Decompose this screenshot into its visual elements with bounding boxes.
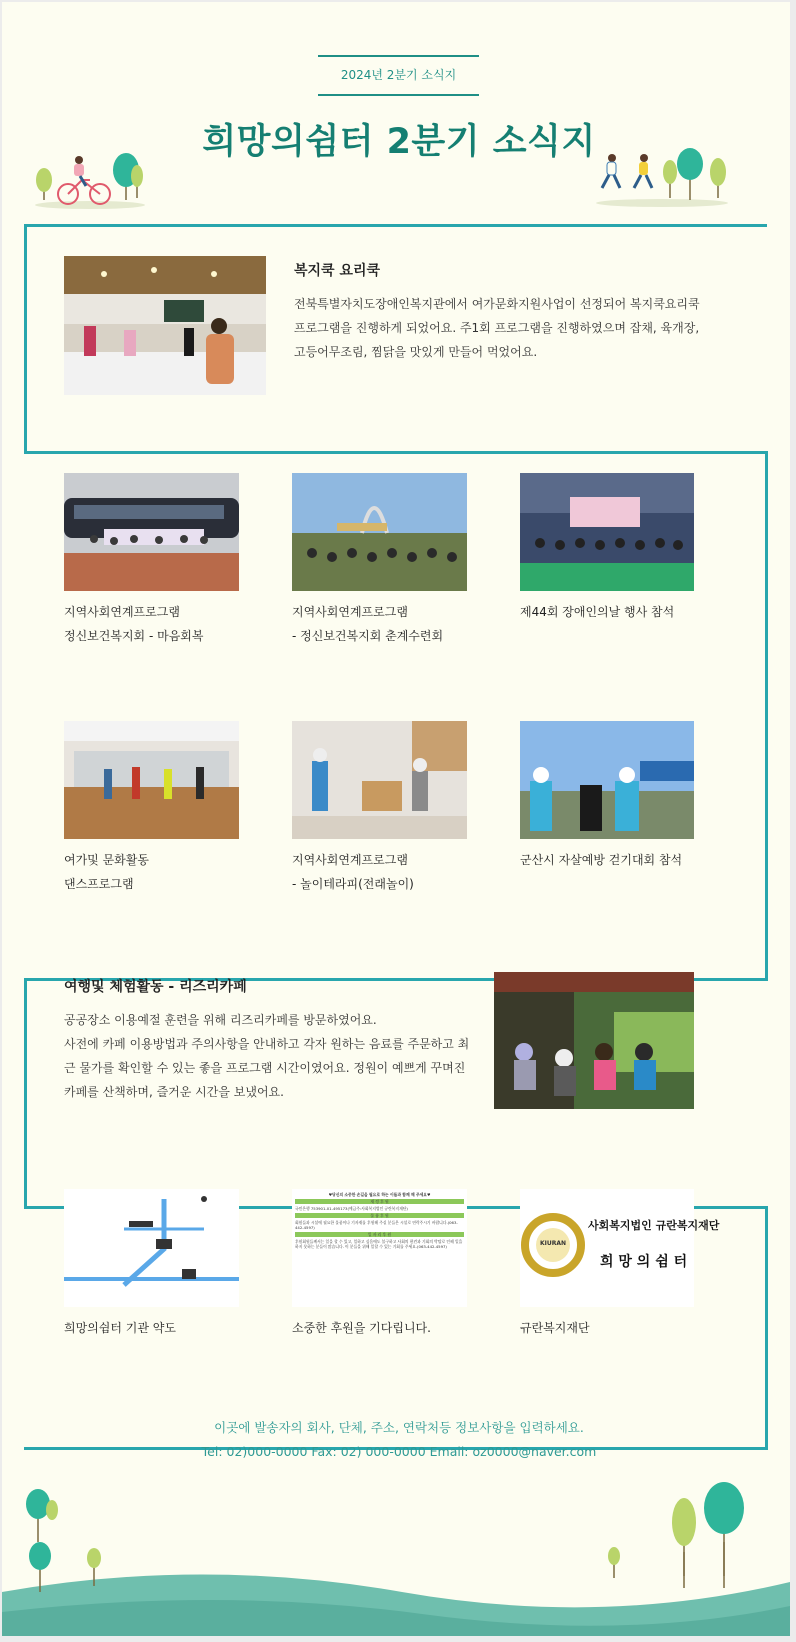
gallery-photo-6 xyxy=(520,721,694,839)
gallery-photo-5 xyxy=(292,721,467,839)
left-tree-illustration xyxy=(22,1484,72,1544)
trees-illustration xyxy=(666,1480,776,1580)
gallery-caption-2: 지역사회연계프로그램 - 정신보건복지회 춘계수련회 xyxy=(292,605,444,643)
runners-illustration xyxy=(592,148,742,210)
foundation-logo-image xyxy=(520,1189,720,1307)
gallery-caption-6: 군산시 자살예방 걷기대회 참석 xyxy=(520,853,683,867)
gallery-photo-2 xyxy=(292,473,467,591)
newsletter-page xyxy=(2,2,790,1636)
cooking-description: 전북특별자치도장애인복지관에서 여가문화지원사업이 선정되어 복지쿡요리쿡 프로그램을 진행하게 되었어요. 주1회 프로그램을 진행하였으며 잡채, 육개장, 고등어무조림, 찜닭을 맛있게 만들어 먹었어요. xyxy=(294,297,700,359)
cafe-photo xyxy=(494,972,694,1109)
foundation-title: 사회복지법인 규란복지재단 xyxy=(588,1219,720,1232)
gallery-caption-3: 제44회 장애인의날 행사 참석 xyxy=(520,605,675,619)
gallery-caption-1: 지역사회연계프로그램 정신보건복지회 - 마음회복 xyxy=(64,605,204,643)
donation-info-image: ♥당신의 소중한 손길을 필요로 하는 이들과 함께 해 주세요♥ 재 정 후 원 국민은행 753901-01-495173(예금주:사회복지법인 규란복지재단) 물 품 후 원 회원들과 시설에 필요한 물품이나 기자재를 후원해 주실 분들은 시설로 연락주시기 바랍니다.(063-442-4597) 일 자 리 후 원 후원회원들께서는 일을 할 수 있고, 일하고 싶음에도 불구하고 사회의 편견과 기회의 박탈로 인해 일을 하지 못하는 분들이 많습니다. 이 분들을 위해 일할 수 있는 기회를 주세요.(063-442-4597) xyxy=(292,1189,467,1307)
map-caption: 희망의쉼터 기관 약도 xyxy=(64,1321,176,1335)
cafe-heading: 여행및 체험활동 - 리즈리카페 xyxy=(64,979,247,995)
issue-badge: 2024년 2분기 소식지 xyxy=(318,55,479,96)
gallery-photo-1 xyxy=(64,473,239,591)
gallery-caption-5: 지역사회연계프로그램 - 놀이테라피(전래놀이) xyxy=(292,853,414,891)
cafe-description: 공공장소 이용예절 훈련을 위해 리즈리카페를 방문하였어요. 사전에 카페 이용방법과 주의사항을 안내하고 각자 원하는 음료를 주문하고 최근 물가를 확인할 수 있는 좋을 프로그램 시간이였어요. 정원이 예쁘게 꾸며진 카페를 산책하며, 즐거운 시간을 보냈어요. xyxy=(64,1013,470,1099)
cooking-photo xyxy=(64,256,266,395)
page-title: 희망의쉼터 2분기 소식지 xyxy=(202,122,596,162)
foundation-subtitle: 희 망 의 쉼 터 xyxy=(600,1254,688,1270)
cooking-heading: 복지쿡 요리쿡 xyxy=(294,263,381,279)
foundation-mark: KIURAN xyxy=(540,1240,567,1247)
map-image xyxy=(64,1189,239,1307)
gallery-photo-3 xyxy=(520,473,694,591)
gallery-caption-4: 여가및 문화활동 댄스프로그램 xyxy=(64,853,149,891)
donation-caption: 소중한 후원을 기다립니다. xyxy=(292,1321,431,1335)
footer-info: 이곳에 발송자의 회사, 단체, 주소, 연락처등 정보사항을 입력하세요. xyxy=(214,1420,584,1435)
cyclist-illustration xyxy=(30,150,150,210)
gallery-photo-4 xyxy=(64,721,239,839)
footer-contact: Tel: 02)000-0000 Fax: 02) 000-0000 Email: oz0000@naver.com xyxy=(201,1444,597,1459)
foundation-caption: 규란복지재단 xyxy=(520,1321,590,1335)
